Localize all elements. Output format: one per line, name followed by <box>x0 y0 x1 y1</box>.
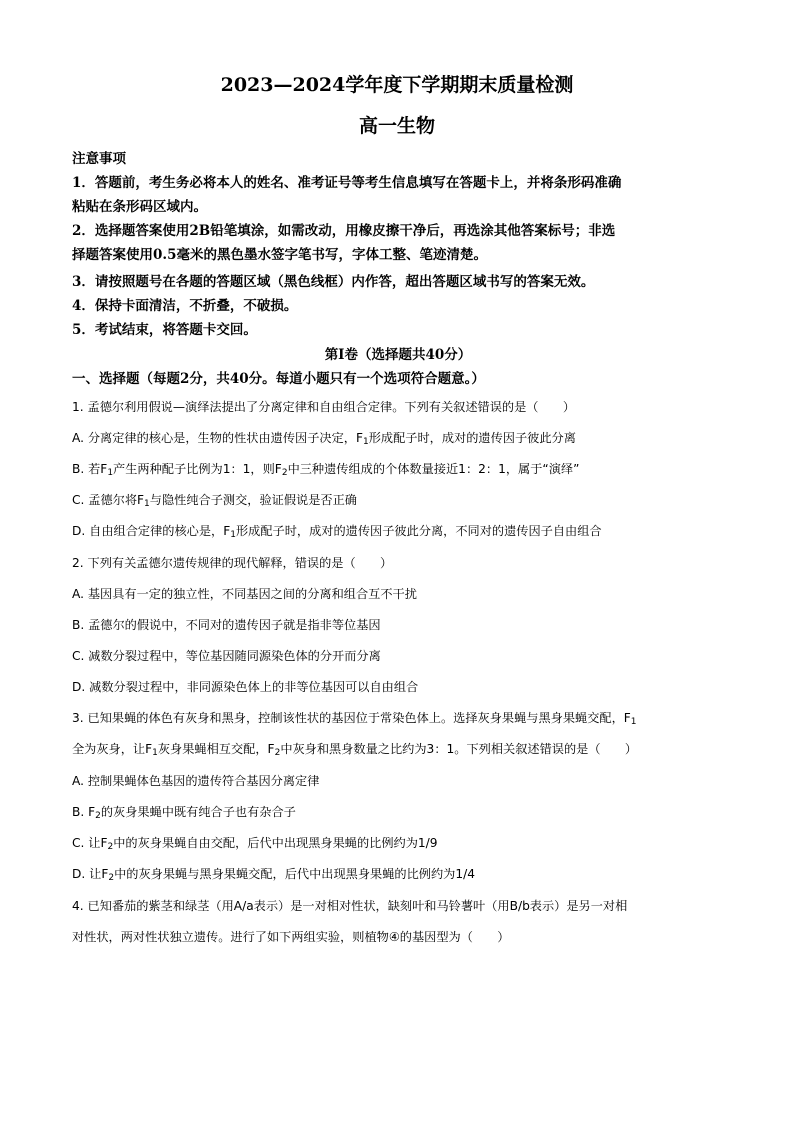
question-stem: 1. 孟德尔利用假说—演绎法提出了分离定律和自由组合定律。下列有关叙述错误的是（ ） <box>72 400 576 414</box>
subject-title: 高一生物 <box>358 115 435 137</box>
exam-title: 2023—2024学年度下学期期末质量检测 <box>220 74 574 96</box>
option-text: 形成配子时，成对的遗传因子彼此分离 <box>368 431 576 445</box>
option-text: 中的灰身果蝇与黑身果蝇交配，后代中出现黑身果蝇的比例约为1/4 <box>114 867 475 881</box>
option-d <box>72 865 724 887</box>
option-text: A. 分离定律的核心是，生物的性状由遗传因子决定，F <box>72 431 364 445</box>
subscript: 1 <box>630 717 637 727</box>
notes-line: 4．保持卡面清洁，不折叠，不破损。 <box>72 298 298 314</box>
option-d: D. 减数分裂过程中，非同源染色体上的非等位基因可以自由组合 <box>72 680 419 694</box>
option-text: D. 自由组合定律的核心是，F <box>72 524 231 538</box>
option-a: A. 控制果蝇体色基因的遗传符合基因分离定律 <box>72 774 320 788</box>
question-stem <box>72 740 724 762</box>
option-text: D. 让F <box>72 867 109 881</box>
part-heading: 第Ⅰ卷（选择题共40分） <box>324 347 472 363</box>
notes-line: 1．答题前，考生务必将本人的姓名、准考证号等考生信息填写在答题卡上，并将条形码准确 <box>72 175 622 191</box>
subscript: 2 <box>107 842 114 852</box>
notes-line: 粘贴在条形码区域内。 <box>72 199 207 215</box>
notes-line: 5．考试结束，将答题卡交回。 <box>72 322 257 338</box>
option-text: C. 孟德尔将F <box>72 493 145 507</box>
question-stem: 对性状，两对性状独立遗传。进行了如下两组实验，则植物④的基因型为（ ） <box>72 930 510 944</box>
option-text: 形成配子时，成对的遗传因子彼此分离，不同对的遗传因子自由组合 <box>235 524 602 538</box>
option-text: 与隐性纯合子测交，验证假说是否正确 <box>149 493 357 507</box>
subscript: 2 <box>95 811 101 821</box>
option-text: 中的灰身果蝇自由交配，后代中出现黑身果蝇的比例约为1/9 <box>113 836 438 850</box>
option-c <box>72 491 724 513</box>
question-stem <box>72 709 724 731</box>
notes-line: 2．选择题答案使用2B铅笔填涂，如需改动，用橡皮擦干净后，再选涂其他答案标号；非选 <box>72 223 616 239</box>
option-text: B. F <box>72 805 96 819</box>
subscript: 2 <box>108 873 115 883</box>
stem-text: 3. 已知果蝇的体色有灰身和黑身，控制该性状的基因位于常染色体上。选择灰身果蝇与黑身果蝇交配，F <box>72 711 631 725</box>
option-a <box>72 429 724 451</box>
option-text: 产生两种配子比例为1：1，则F <box>113 462 282 476</box>
stem-text: 全为灰身，让F <box>72 742 153 756</box>
stem-text: 灰身果蝇相互交配，F <box>157 742 275 756</box>
option-c: C. 减数分裂过程中，等位基因随同源染色体的分开而分离 <box>72 649 381 663</box>
notes-line: 3．请按照题号在各题的答题区域（黑色线框）内作答，超出答题区域书写的答案无效。 <box>72 274 595 290</box>
option-a: A. 基因具有一定的独立性，不同基因之间的分离和组合互不干扰 <box>72 587 417 601</box>
notes-heading: 注意事项 <box>72 151 126 167</box>
notes-line: 择题答案使用0.5毫米的黑色墨水签字笔书写，字体工整、笔迹清楚。 <box>72 247 487 263</box>
question-stem: 4. 已知番茄的紫茎和绿茎（用A/a表示）是一对相对性状，缺刻叶和马铃薯叶（用B/b表示）是另一对相 <box>72 899 628 913</box>
option-b <box>72 460 724 482</box>
subscript: 1 <box>363 437 369 447</box>
option-b <box>72 803 724 825</box>
section-heading: 一、选择题（每题2分，共40分。每道小题只有一个选项符合题意。） <box>72 371 485 387</box>
subscript: 1 <box>144 499 150 509</box>
question-stem: 2. 下列有关孟德尔遗传规律的现代解释，错误的是（ ） <box>72 556 393 570</box>
option-text: 的灰身果蝇中既有纯合子也有杂合子 <box>100 805 296 819</box>
subscript: 1 <box>107 468 114 478</box>
option-text: B. 若F <box>72 462 108 476</box>
subscript: 2 <box>281 468 288 478</box>
option-b: B. 孟德尔的假说中，不同对的遗传因子就是指非等位基因 <box>72 618 381 632</box>
option-text: C. 让F <box>72 836 108 850</box>
option-text: 中三种遗传组成的个体数量接近1：2：1，属于“演绎” <box>287 462 580 476</box>
subscript: 1 <box>230 530 236 540</box>
stem-text: 中灰身和黑身数量之比约为3：1。下列相关叙述错误的是（ ） <box>280 742 638 756</box>
option-c <box>72 834 724 856</box>
subscript: 1 <box>152 748 158 758</box>
subscript: 2 <box>274 748 281 758</box>
option-d <box>72 522 724 544</box>
